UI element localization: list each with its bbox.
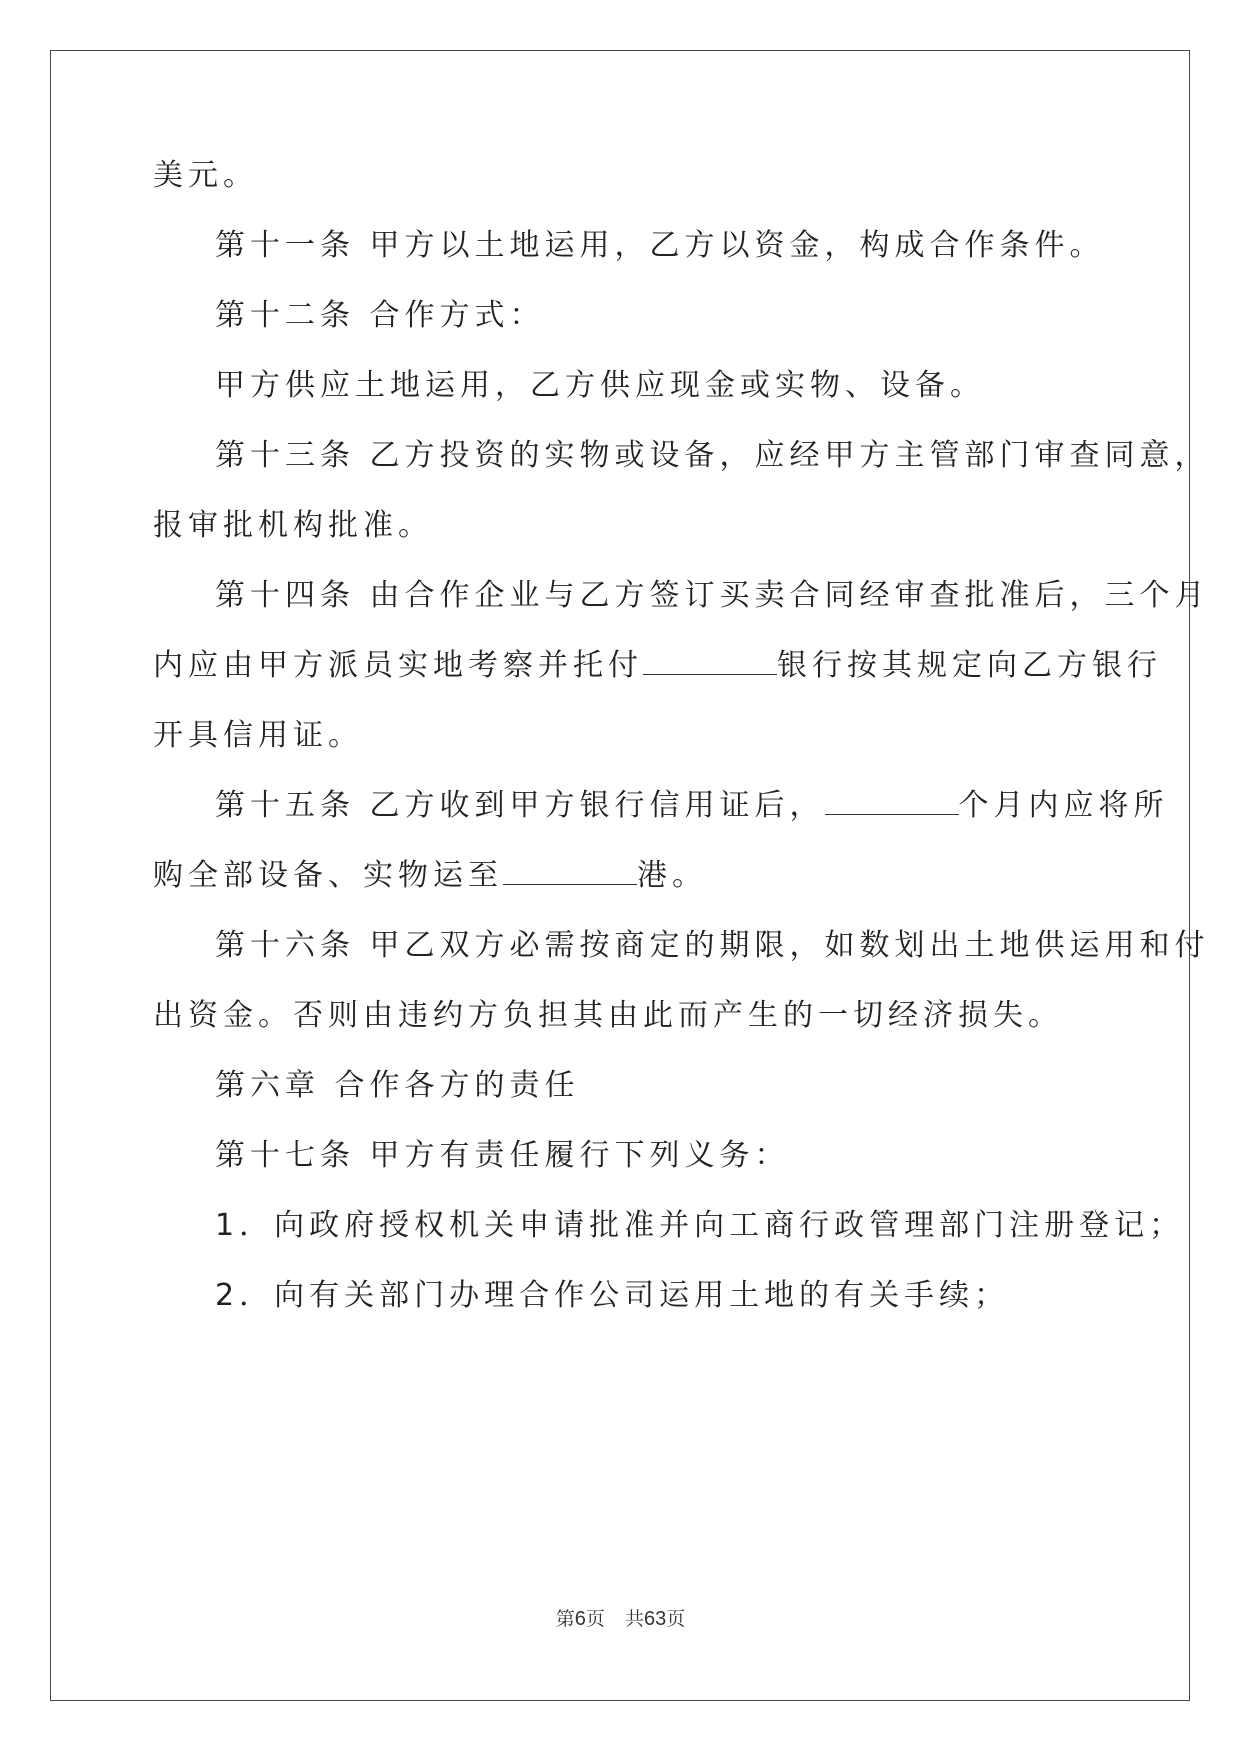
- text-line: 出资金。否则由违约方负担其由此而产生的一切经济损失。: [153, 998, 1063, 1033]
- text-segment: 银行按其规定向乙方银行: [777, 648, 1162, 683]
- text-segment: 第十五条 乙方收到甲方银行信用证后，: [215, 788, 825, 823]
- text-segment: 港。: [637, 858, 707, 893]
- text-segment: 个月内应将所: [958, 788, 1169, 823]
- page-prefix: 第: [555, 1608, 575, 1630]
- fill-in-blank: [825, 788, 959, 815]
- text-segment: 购全部设备、实物运至: [153, 858, 503, 893]
- chapter-heading: 第六章 合作各方的责任: [215, 1068, 580, 1103]
- fill-in-blank: [503, 858, 637, 885]
- text-line-article-16: 第十六条 甲乙双方必需按商定的期限，如数划出土地供运用和付: [215, 928, 1210, 963]
- text-line-article-17: 第十七条 甲方有责任履行下列义务：: [215, 1138, 790, 1173]
- text-line-article-14: 第十四条 由合作企业与乙方签订买卖合同经审查批准后，三个月: [215, 578, 1210, 613]
- page-number: 6: [574, 1608, 586, 1630]
- text-line-article-12: 第十二条 合作方式：: [215, 298, 545, 333]
- total-suffix: 页: [666, 1608, 686, 1630]
- total-pages: 63: [643, 1608, 667, 1630]
- fill-in-blank: [643, 648, 777, 675]
- text-line-with-blank: [153, 858, 707, 894]
- list-item: 1．向政府授权机关申请批准并向工商行政管理部门注册登记；: [215, 1208, 1185, 1243]
- list-item: 2．向有关部门办理合作公司运用土地的有关手续；: [215, 1278, 1010, 1313]
- text-line-article-15: [215, 788, 1169, 824]
- page-suffix: 页: [585, 1608, 605, 1630]
- text-line: 美元。: [153, 158, 258, 193]
- text-line-article-13: 第十三条 乙方投资的实物或设备，应经甲方主管部门审查同意，: [215, 438, 1210, 473]
- page-footer: [0, 1608, 1241, 1630]
- total-prefix: 共: [624, 1608, 644, 1630]
- text-line: 甲方供应土地运用，乙方供应现金或实物、设备。: [215, 368, 985, 403]
- text-line: 开具信用证。: [153, 718, 363, 753]
- text-line-with-blank: [153, 648, 1162, 684]
- text-line: 报审批机构批准。: [153, 508, 433, 543]
- text-segment: 内应由甲方派员实地考察并托付: [153, 648, 643, 683]
- text-line-article-11: 第十一条 甲方以土地运用，乙方以资金，构成合作条件。: [215, 228, 1105, 263]
